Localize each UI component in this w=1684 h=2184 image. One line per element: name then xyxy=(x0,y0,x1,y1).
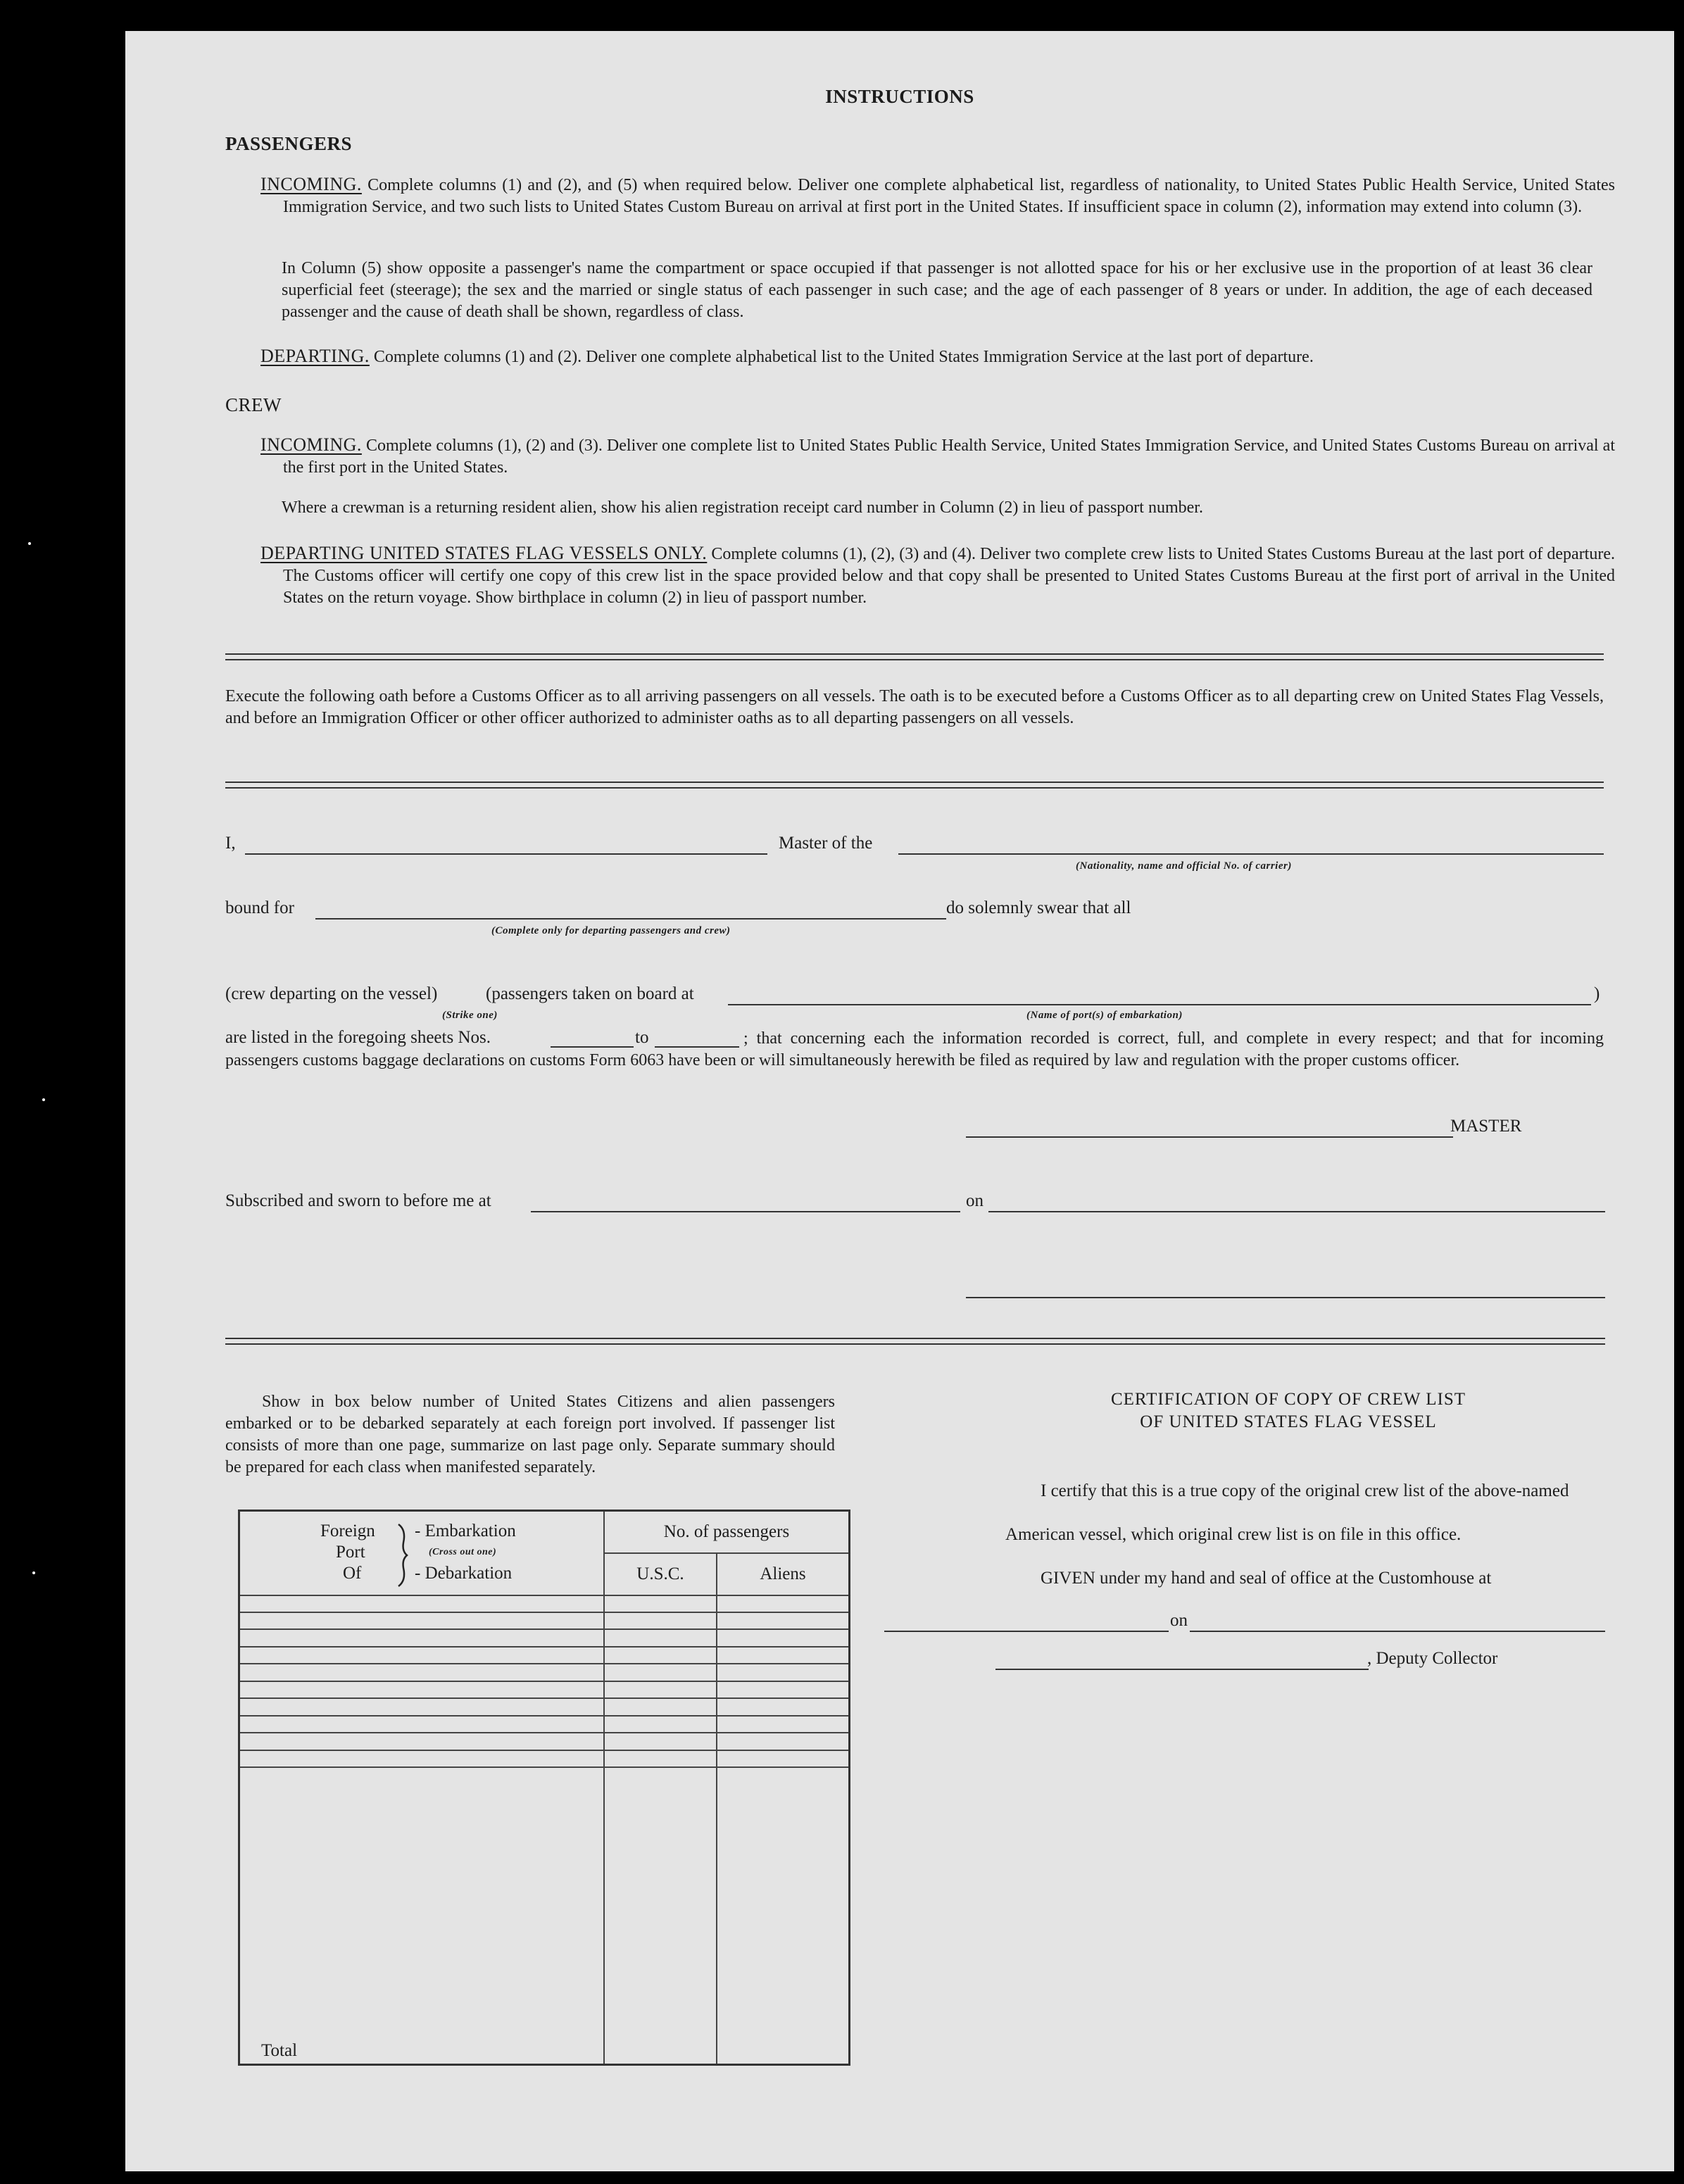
section-divider-1 xyxy=(225,653,1604,660)
close-paren: ) xyxy=(1594,984,1600,1003)
passengers-departing-paragraph xyxy=(260,345,1592,368)
port-cell[interactable] xyxy=(239,1698,605,1715)
table-row xyxy=(239,1647,850,1664)
aliens-cell[interactable] xyxy=(717,1733,850,1750)
table-row xyxy=(239,1681,850,1698)
table-row xyxy=(239,1698,850,1715)
total-usc-cell[interactable] xyxy=(604,1767,717,2064)
deputy-signature-field[interactable] xyxy=(995,1669,1369,1670)
usc-cell[interactable] xyxy=(604,1716,717,1733)
aliens-cell[interactable] xyxy=(717,1595,850,1612)
passengers-incoming-lead: INCOMING. xyxy=(260,174,362,194)
port-cell[interactable] xyxy=(239,1716,605,1733)
passengers-column5-paragraph: In Column (5) show opposite a passenger's name the compartment or space occupied if that passenger is not allotted space for his or her exclusive use in the proportion of at least 36 clear superficial feet (steerage); the sex and the married or single status of each passenger in such case; and the age of each passenger of 8 years or under. In addition, the age of each deceased passenger and the cause of death shall be shown, regardless of class. xyxy=(282,259,1592,321)
carrier-field[interactable] xyxy=(898,853,1604,855)
aliens-cell[interactable] xyxy=(717,1716,850,1733)
crew-departing-option: (crew departing on the vessel) xyxy=(225,984,438,1003)
usc-cell[interactable] xyxy=(604,1698,717,1715)
crew-incoming-text: Complete columns (1), (2) and (3). Deliver one complete list to United States Public Health Service, United States Immigration Service, and United States Customs Bureau on arrival at the first port in the United States. xyxy=(283,437,1615,477)
total-aliens-cell[interactable] xyxy=(717,1767,850,2064)
scan-speck xyxy=(42,1098,45,1101)
embarkation-label: - Embarkation xyxy=(415,1521,516,1540)
aliens-cell[interactable] xyxy=(717,1750,850,1767)
master-label: MASTER xyxy=(1450,1117,1522,1136)
crew-departing-lead: DEPARTING UNITED STATES FLAG VESSELS ONLY. xyxy=(260,543,708,563)
master-of-the-label: Master of the xyxy=(779,834,873,853)
aliens-cell[interactable] xyxy=(717,1681,850,1698)
oath-intro-paragraph: Execute the following oath before a Customs Officer as to all arriving passengers on all vessels. The oath is to be executed before a Customs Officer as to all departing crew on United States Flag Vessels, and before an Immigration Officer or other officer authorized to administer oaths as to all departing passengers on all vessels. xyxy=(225,687,1604,727)
scan-speck xyxy=(28,542,31,545)
table-row xyxy=(239,1629,850,1646)
table-row xyxy=(239,1733,850,1750)
passengers-incoming-paragraph xyxy=(260,173,1615,218)
port-cell[interactable] xyxy=(239,1595,605,1612)
crew-departing-paragraph xyxy=(260,542,1615,609)
certification-title-line2: OF UNITED STATES FLAG VESSEL xyxy=(1140,1412,1437,1431)
passengers-heading: PASSENGERS xyxy=(225,133,353,154)
aliens-cell[interactable] xyxy=(717,1664,850,1681)
passengers-taken-option: (passengers taken on board at xyxy=(486,984,694,1003)
passengers-departing-text: Complete columns (1) and (2). Deliver one complete alphabetical list to the United States Immigration Service at the last port of departure. xyxy=(369,348,1314,366)
usc-cell[interactable] xyxy=(604,1750,717,1767)
certify-line1: I certify that this is a true copy of the original crew list of the above-named xyxy=(1041,1481,1569,1500)
given-line: GIVEN under my hand and seal of office at the Customhouse at xyxy=(1041,1569,1492,1588)
aliens-cell[interactable] xyxy=(717,1612,850,1629)
aliens-header: Aliens xyxy=(717,1553,850,1595)
table-row xyxy=(239,1664,850,1681)
usc-cell[interactable] xyxy=(604,1595,717,1612)
to-word: to xyxy=(635,1028,649,1047)
crew-incoming-lead: INCOMING. xyxy=(260,434,362,455)
crew-incoming-paragraph xyxy=(260,434,1615,479)
complete-only-caption: (Complete only for departing passengers and crew) xyxy=(491,925,731,936)
certification-date-field[interactable] xyxy=(1190,1631,1605,1632)
scan-speck xyxy=(32,1571,35,1574)
foreign-port-header xyxy=(239,1511,605,1595)
no-of-passengers-header: No. of passengers xyxy=(604,1511,850,1553)
brace-icon xyxy=(396,1523,409,1588)
section-divider-2 xyxy=(225,782,1604,789)
destination-field[interactable] xyxy=(315,918,946,920)
certify-line2: American vessel, which original crew list is on file in this office. xyxy=(1005,1525,1462,1544)
passenger-summary-table xyxy=(238,1510,850,2066)
deputy-collector-label: , Deputy Collector xyxy=(1367,1649,1498,1668)
usc-cell[interactable] xyxy=(604,1733,717,1750)
sworn-date-field[interactable] xyxy=(988,1211,1605,1212)
embarkation-ports-field[interactable] xyxy=(728,1004,1591,1005)
name-of-ports-caption: (Name of port(s) of embarkation) xyxy=(1026,1010,1183,1021)
do-solemnly-label: do solemnly swear that all xyxy=(946,898,1131,917)
port-cell[interactable] xyxy=(239,1647,605,1664)
crew-heading: CREW xyxy=(225,394,282,415)
passengers-incoming-text: Complete columns (1) and (2), and (5) when required below. Deliver one complete alphabetical list, regardless of nationality, to United States Public Health Service, United States Immigration Service, and two such lists to United States Custom Bureau on arrival at first port in the United States. If insufficient space in column (2), information may extend into column (3). xyxy=(283,176,1615,216)
usc-cell[interactable] xyxy=(604,1647,717,1664)
aliens-cell[interactable] xyxy=(717,1647,850,1664)
certification-on-word: on xyxy=(1170,1611,1188,1630)
of-label: Of xyxy=(343,1564,362,1583)
usc-cell[interactable] xyxy=(604,1681,717,1698)
master-signature-field[interactable] xyxy=(966,1136,1453,1138)
certification-title-line1: CERTIFICATION OF COPY OF CREW LIST xyxy=(1110,1390,1466,1409)
usc-cell[interactable] xyxy=(604,1629,717,1646)
debarkation-label: - Debarkation xyxy=(415,1564,513,1583)
passengers-departing-lead: DEPARTING. xyxy=(260,346,370,366)
summary-intro-paragraph: Show in box below number of United States Citizens and alien passengers embarked or to be debarked separately at each foreign port involved. If passenger list consists of more than one page, summarize on last page only. Separate summary should be prepared for each class when manifested separately. xyxy=(225,1393,835,1476)
usc-cell[interactable] xyxy=(604,1664,717,1681)
instructions-title: INSTRUCTIONS xyxy=(825,86,974,107)
cross-out-caption: (Cross out one) xyxy=(429,1547,497,1557)
usc-header: U.S.C. xyxy=(604,1553,717,1595)
port-label: Port xyxy=(336,1543,365,1562)
section-divider-3 xyxy=(225,1338,1605,1345)
oath-i-label: I, xyxy=(225,834,236,853)
crew-resident-paragraph: Where a crewman is a returning resident alien, show his alien registration receipt card number in Column (2) in lieu of passport number. xyxy=(282,498,1203,517)
listed-suffix: ; that concerning each the information recorded is correct, full, and complete in every respect; and that for incoming passengers customs baggage declarations on customs Form 6063 have been or will simultaneously herewith be filed as required by law and regulation with the proper customs officer. xyxy=(225,1029,1604,1069)
port-cell[interactable] xyxy=(239,1664,605,1681)
strike-one-caption: (Strike one) xyxy=(442,1010,498,1021)
nationality-caption: (Nationality, name and official No. of carrier) xyxy=(1076,860,1292,872)
form-sheet xyxy=(125,31,1674,2171)
subscribed-label: Subscribed and sworn to before me at xyxy=(225,1191,491,1210)
sworn-place-field[interactable] xyxy=(531,1211,960,1212)
table-row xyxy=(239,1750,850,1767)
port-cell[interactable] xyxy=(239,1733,605,1750)
officer-signature-field[interactable] xyxy=(966,1297,1605,1298)
crew-departing-text: Complete columns (1), (2), (3) and (4). Deliver two complete crew lists to United States Customs Bureau at the last port of departure. The Customs officer will certify one copy of this crew list in the space provided below and that copy shall be presented to United States Customs Bureau at the first port of arrival in the United States on the return voyage. Show birthplace in column (2) in lieu of passport number. xyxy=(283,545,1615,607)
listed-prefix: are listed in the foregoing sheets Nos. xyxy=(225,1028,491,1047)
total-label: Total xyxy=(239,1767,605,2064)
table-row xyxy=(239,1612,850,1629)
bound-for-label: bound for xyxy=(225,898,294,917)
foreign-label: Foreign xyxy=(320,1521,375,1540)
port-cell[interactable] xyxy=(239,1750,605,1767)
port-cell[interactable] xyxy=(239,1612,605,1629)
customhouse-field[interactable] xyxy=(884,1631,1169,1632)
port-cell[interactable] xyxy=(239,1681,605,1698)
aliens-cell[interactable] xyxy=(717,1629,850,1646)
usc-cell[interactable] xyxy=(604,1612,717,1629)
master-name-field[interactable] xyxy=(245,853,767,855)
total-row xyxy=(239,1767,850,2064)
table-row xyxy=(239,1716,850,1733)
port-cell[interactable] xyxy=(239,1629,605,1646)
table-row xyxy=(239,1595,850,1612)
sworn-on-word: on xyxy=(966,1191,984,1210)
aliens-cell[interactable] xyxy=(717,1698,850,1715)
